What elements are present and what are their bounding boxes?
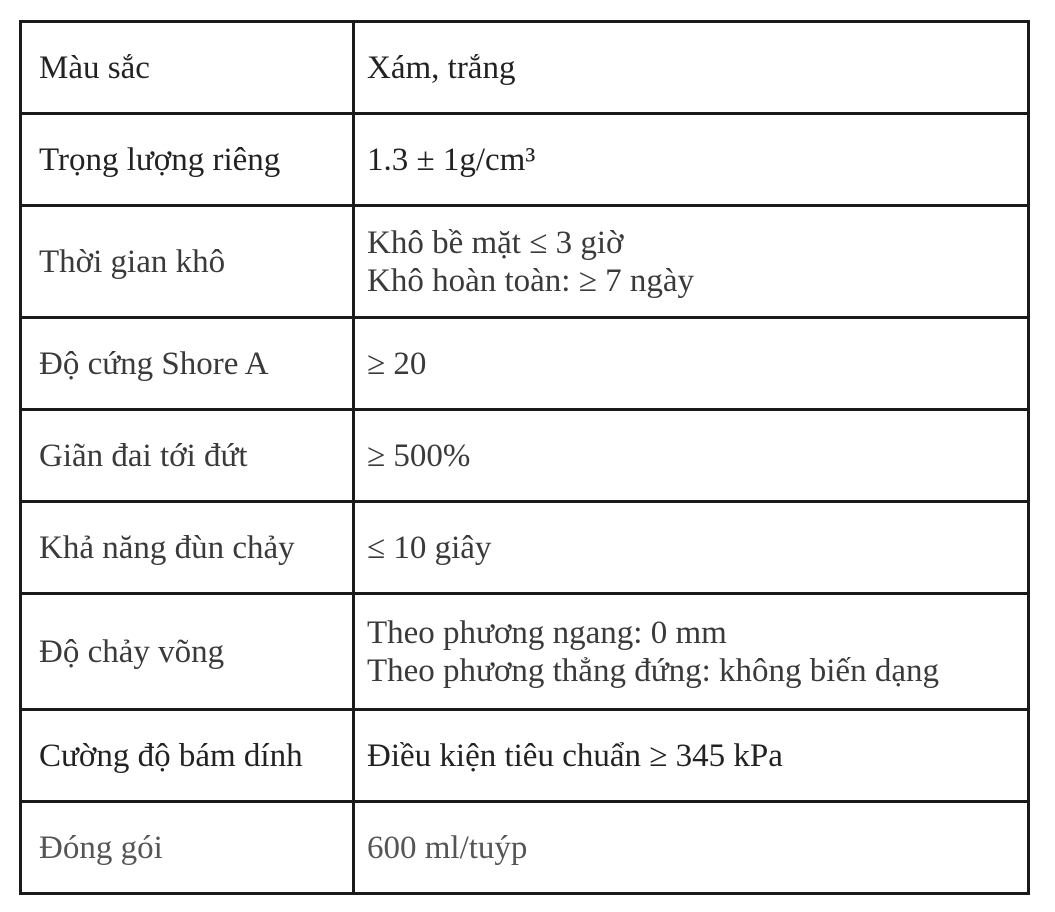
- property-label: Trọng lượng riêng: [21, 114, 354, 206]
- property-label: Cường độ bám dính: [21, 710, 354, 802]
- property-value: ≥ 20: [354, 318, 1029, 410]
- property-value: ≤ 10 giây: [354, 502, 1029, 594]
- table-row: [21, 114, 1029, 206]
- property-value: 600 ml/tuýp: [354, 802, 1029, 894]
- property-label: Giãn đai tới đứt: [21, 410, 354, 502]
- property-value: Điều kiện tiêu chuẩn ≥ 345 kPa: [354, 710, 1029, 802]
- property-value: Xám, trắng: [354, 22, 1029, 114]
- property-value: Theo phương ngang: 0 mm Theo phương thẳng đứng: không biến dạng: [354, 594, 1029, 710]
- table-row: [21, 22, 1029, 114]
- table-row: [21, 206, 1029, 318]
- property-label: Khả năng đùn chảy: [21, 502, 354, 594]
- property-label: Màu sắc: [21, 22, 354, 114]
- property-value: 1.3 ± 1g/cm³: [354, 114, 1029, 206]
- table-row: [21, 802, 1029, 894]
- table-row: [21, 710, 1029, 802]
- property-value: Khô bề mặt ≤ 3 giờ Khô hoàn toàn: ≥ 7 ngày: [354, 206, 1029, 318]
- property-value: ≥ 500%: [354, 410, 1029, 502]
- property-label: Đóng gói: [21, 802, 354, 894]
- table-row: [21, 410, 1029, 502]
- property-label: Độ chảy võng: [21, 594, 354, 710]
- table-row: [21, 502, 1029, 594]
- property-label: Thời gian khô: [21, 206, 354, 318]
- spec-table: [19, 20, 1030, 895]
- table-row: [21, 318, 1029, 410]
- table-row: [21, 594, 1029, 710]
- property-label: Độ cứng Shore A: [21, 318, 354, 410]
